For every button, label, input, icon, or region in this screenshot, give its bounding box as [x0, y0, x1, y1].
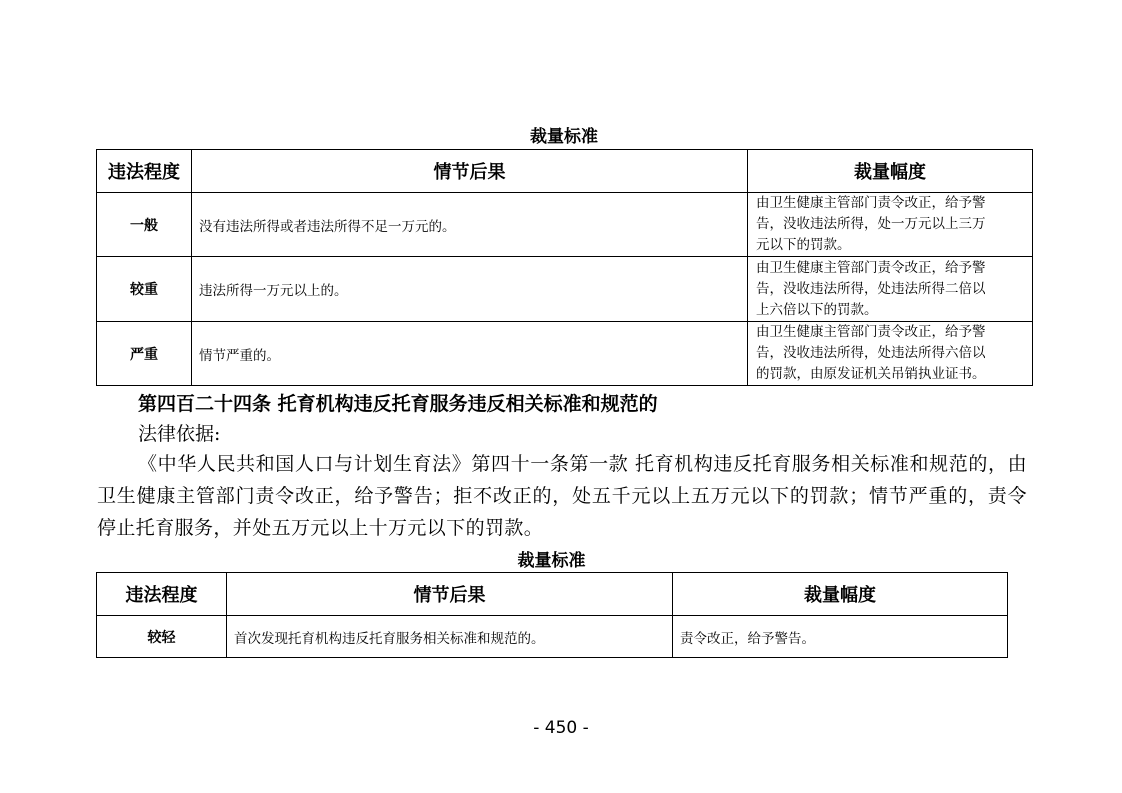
header-violation-degree: 违法程度 — [97, 573, 227, 616]
consequence-cell: 违法所得一万元以上的。 — [192, 257, 748, 322]
consequence-cell: 首次发现托育机构违反托育服务相关标准和规范的。 — [227, 616, 673, 658]
level-cell: 严重 — [97, 322, 192, 386]
penalty-line: 由卫生健康主管部门责令改正，给予警 — [756, 259, 986, 276]
header-penalty-range: 裁量幅度 — [748, 150, 1033, 193]
header-circumstances: 情节后果 — [192, 150, 748, 193]
table-row — [97, 257, 1033, 322]
header-violation-degree: 违法程度 — [97, 150, 192, 193]
legal-basis-text: 《中华人民共和国人口与计划生育法》第四十一条第一款 托育机构违反托育服务相关标准和规范的，由卫生健康主管部门责令改正，给予警告；拒不改正的，处五千元以上五万元以下的罚款；情节严重的，责令停止托育服务，并处五万元以上十万元以下的罚款。 — [97, 453, 1027, 539]
level-cell: 一般 — [97, 193, 192, 257]
penalty-line: 告，没收违法所得，处违法所得二倍以 — [756, 280, 986, 297]
table-row — [97, 322, 1033, 386]
consequence-cell: 情节严重的。 — [192, 322, 748, 386]
table-header-row — [97, 150, 1033, 193]
header-penalty-range: 裁量幅度 — [673, 573, 1008, 616]
consequence-cell: 没有违法所得或者违法所得不足一万元的。 — [192, 193, 748, 257]
penalty-cell — [748, 257, 1033, 322]
table1-caption: 裁量标准 — [530, 127, 598, 147]
discretion-table-2 — [96, 572, 1008, 658]
penalty-line: 告，没收违法所得，处违法所得六倍以 — [756, 345, 986, 361]
table-row — [97, 193, 1033, 257]
header-circumstances: 情节后果 — [227, 573, 673, 616]
penalty-cell — [748, 193, 1033, 257]
penalty-line: 由卫生健康主管部门责令改正，给予警 — [756, 324, 986, 340]
discretion-table-1 — [96, 149, 1033, 386]
page-number: - 450 - — [533, 718, 589, 738]
level-cell: 较轻 — [97, 616, 227, 658]
article-heading: 第四百二十四条 托育机构违反托育服务违反相关标准和规范的 — [138, 393, 658, 415]
table-row — [97, 616, 1008, 658]
legal-basis-label: 法律依据: — [138, 423, 221, 445]
penalty-line: 的罚款，由原发证机关吊销执业证书。 — [756, 366, 986, 382]
table2-caption: 裁量标准 — [517, 551, 586, 571]
penalty-line: 元以下的罚款。 — [756, 237, 851, 253]
table-header-row — [97, 573, 1008, 616]
penalty-line: 告，没收违法所得，处一万元以上三万 — [756, 216, 986, 232]
level-cell: 较重 — [97, 257, 192, 322]
penalty-line: 上六倍以下的罚款。 — [756, 301, 878, 318]
penalty-cell — [748, 322, 1033, 386]
penalty-line: 由卫生健康主管部门责令改正，给予警 — [756, 195, 986, 211]
penalty-cell: 责令改正，给予警告。 — [673, 616, 1008, 658]
